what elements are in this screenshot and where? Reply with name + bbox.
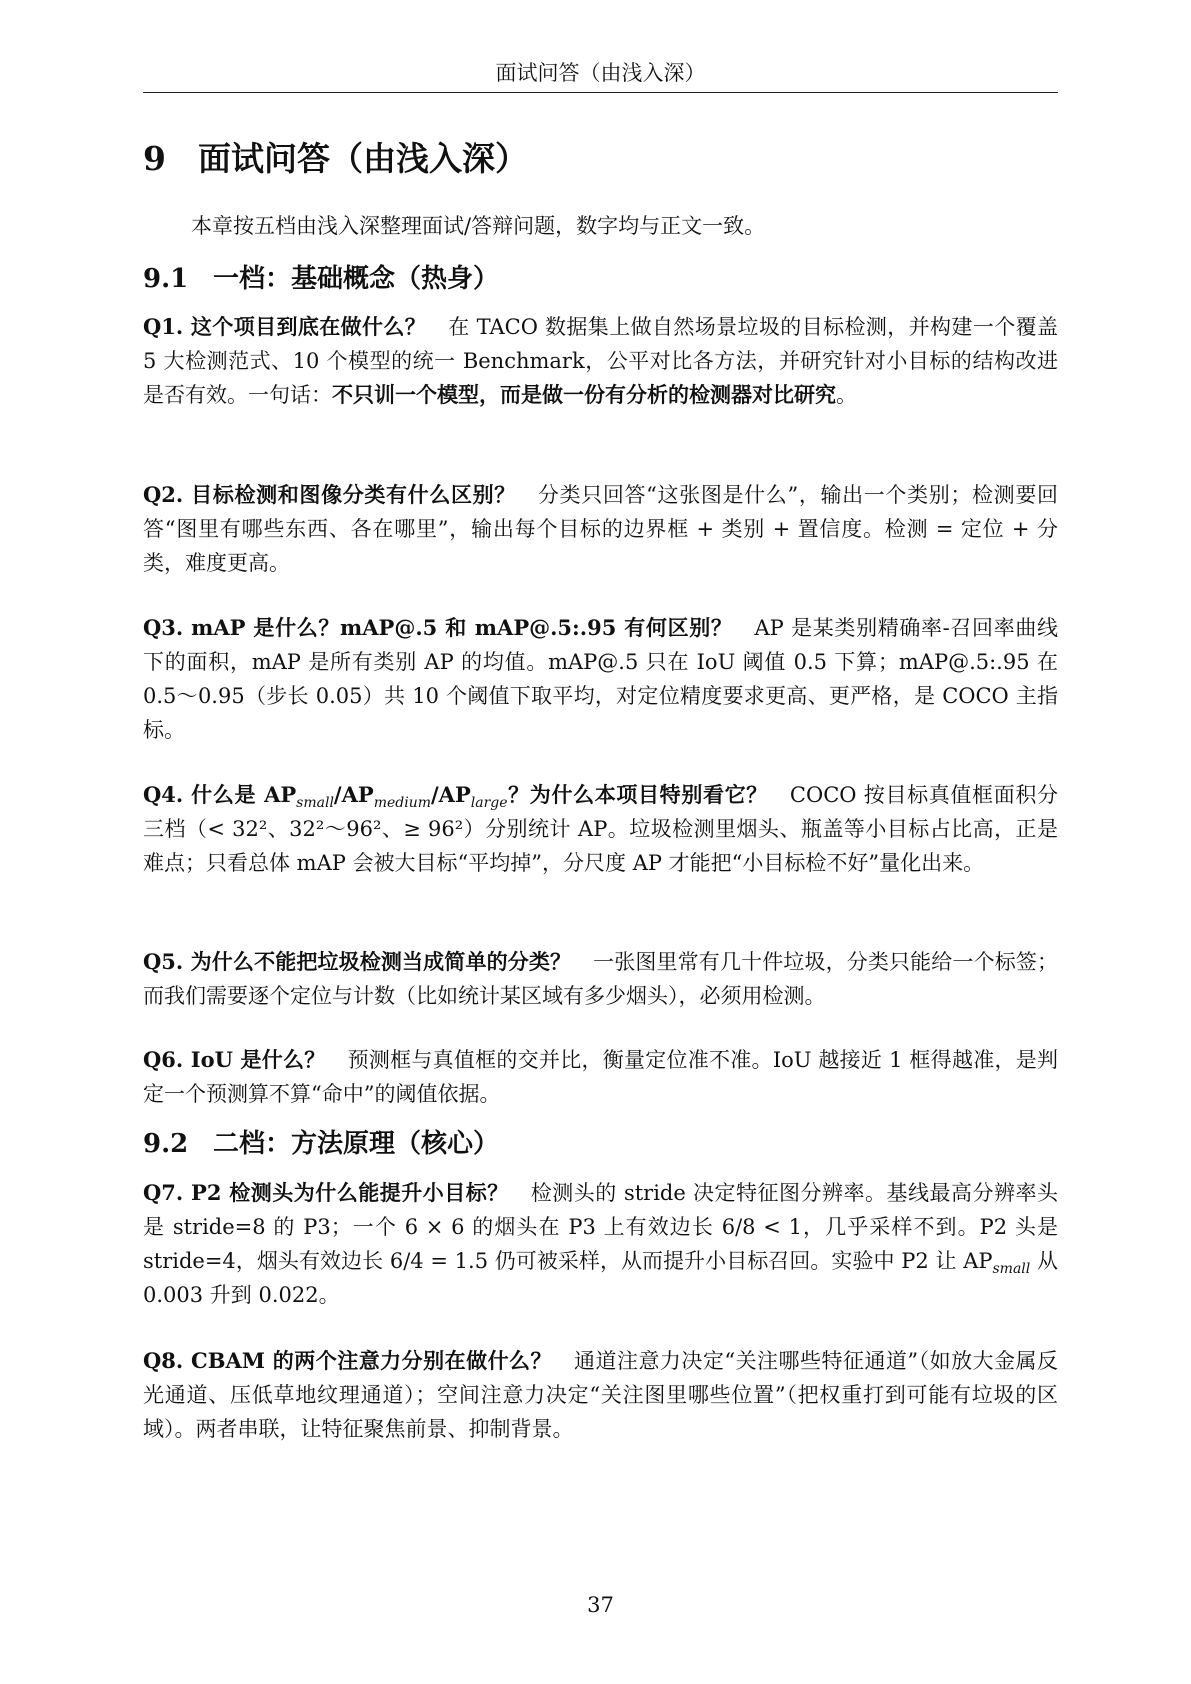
qa-item-q8 [143,1344,1058,1446]
answer-end: 。 [836,383,857,407]
answer-emphasis: 不只训一个模型，而是做一份有分析的检测器对比研究 [332,382,836,407]
qa-item-q3 [143,611,1058,747]
question-text: Q1. 这个项目到底在做什么？ [143,314,427,339]
question-text: Q3. mAP 是什么？mAP@.5 和 mAP@.5:.95 有何区别？ [143,615,733,640]
subscript-large: large [470,795,508,812]
question-part: /AP [333,782,374,807]
answer-text: 通道注意力决定“关注哪些特征通道”（如放大金属反光通道、压低草地纹理通道）；空间注意力决定“关注图里哪些位置”（把权重打到可能有垃圾的区域）。两者串联，让特征聚焦前景、抑制背景。 [143,1349,1058,1441]
question-text: Q7. P2 检测头为什么能提升小目标？ [143,1180,509,1205]
section-title-9-2 [143,1125,499,1163]
answer-text: COCO 按目标真值框面积分三档（< 32²、32²～96²、≥ 96²）分别统计 AP。垃圾检测里烟头、瓶盖等小目标占比高，正是难点；只看总体 mAP 会被大目标“平均掉”，分尺度 AP 才能把“小目标检不好”量化出来。 [143,783,1058,875]
chapter-number: 9 [143,139,166,178]
page-number: 37 [587,1593,614,1617]
section-number: 9.2 [143,1129,189,1159]
question-part: /AP [430,782,471,807]
chapter-title-text: 面试问答（由浅入深） [198,139,528,178]
answer-text: 预测框与真值框的交并比，衡量定位准不准。IoU 越接近 1 框得越准，是判定一个预测算不算“命中”的阈值依据。 [143,1048,1058,1106]
answer-text: 一张图里常有几十件垃圾，分类只能给一个标签；而我们需要逐个定位与计数（比如统计某区域有多少烟头），必须用检测。 [143,950,1058,1008]
section-title-text: 一档：基础概念（热身） [213,264,500,294]
answer-end: 从 0.003 升到 0.022。 [143,1249,1058,1307]
subscript-small: small [992,1261,1031,1278]
subscript-medium: medium [373,795,431,812]
qa-item-q5 [143,945,1058,1013]
section-number: 9.1 [143,264,189,294]
qa-item-q1 [143,310,1058,412]
question-text: Q2. 目标检测和图像分类有什么区别？ [143,482,516,507]
question-text: Q6. IoU 是什么？ [143,1047,326,1072]
answer-text: 在 TACO 数据集上做自然场景垃圾的目标检测，并构建一个覆盖 5 大检测范式、10 个模型的统一 Benchmark，公平对比各方法，并研究针对小目标的结构改进是否有效。一句话： [143,315,1058,407]
question-text: Q8. CBAM 的两个注意力分别在做什么？ [143,1348,553,1373]
qa-item-q7 [143,1176,1058,1312]
answer-text: 分类只回答“这张图是什么”，输出一个类别；检测要回答“图里有哪些东西、各在哪里”，输出每个目标的边界框 + 类别 + 置信度。检测 = 定位 + 分类，难度更高。 [143,483,1058,575]
question-part: ？为什么本项目特别看它？ [507,782,768,807]
subscript-small: small [296,795,334,812]
chapter-intro: 本章按五档由浅入深整理面试/答辩问题，数字均与正文一致。 [191,214,766,238]
question-text [143,782,768,812]
qa-item-q2 [143,478,1058,580]
answer-text: 检测头的 stride 决定特征图分辨率。基线最高分辨率头是 stride=8 的 P3；一个 6 × 6 的烟头在 P3 上有效边长 6/8 < 1，几乎采样不到。P2 头是 stride=4，烟头有效边长 6/4 = 1.5 仍可被采样，从而提升小目标召回。实验中 P2 让 AP [143,1181,1058,1273]
question-text: Q5. 为什么不能把垃圾检测当成简单的分类？ [143,949,572,974]
question-part: Q4. 什么是 AP [143,782,297,807]
running-header: 面试问答（由浅入深） [495,61,706,85]
qa-item-q6 [143,1043,1058,1111]
header-rule [143,92,1058,93]
answer-text: AP 是某类别精确率-召回率曲线下的面积，mAP 是所有类别 AP 的均值。mAP@.5 只在 IoU 阈值 0.5 下算；mAP@.5:.95 在 0.5～0.95（步长 0.05）共 10 个阈值下取平均，对定位精度要求更高、更严格，是 COCO 主指标。 [143,616,1058,742]
section-title-9-1 [143,260,499,298]
chapter-title [143,136,528,182]
section-title-text: 二档：方法原理（核心） [213,1129,500,1159]
qa-item-q4 [143,778,1058,880]
